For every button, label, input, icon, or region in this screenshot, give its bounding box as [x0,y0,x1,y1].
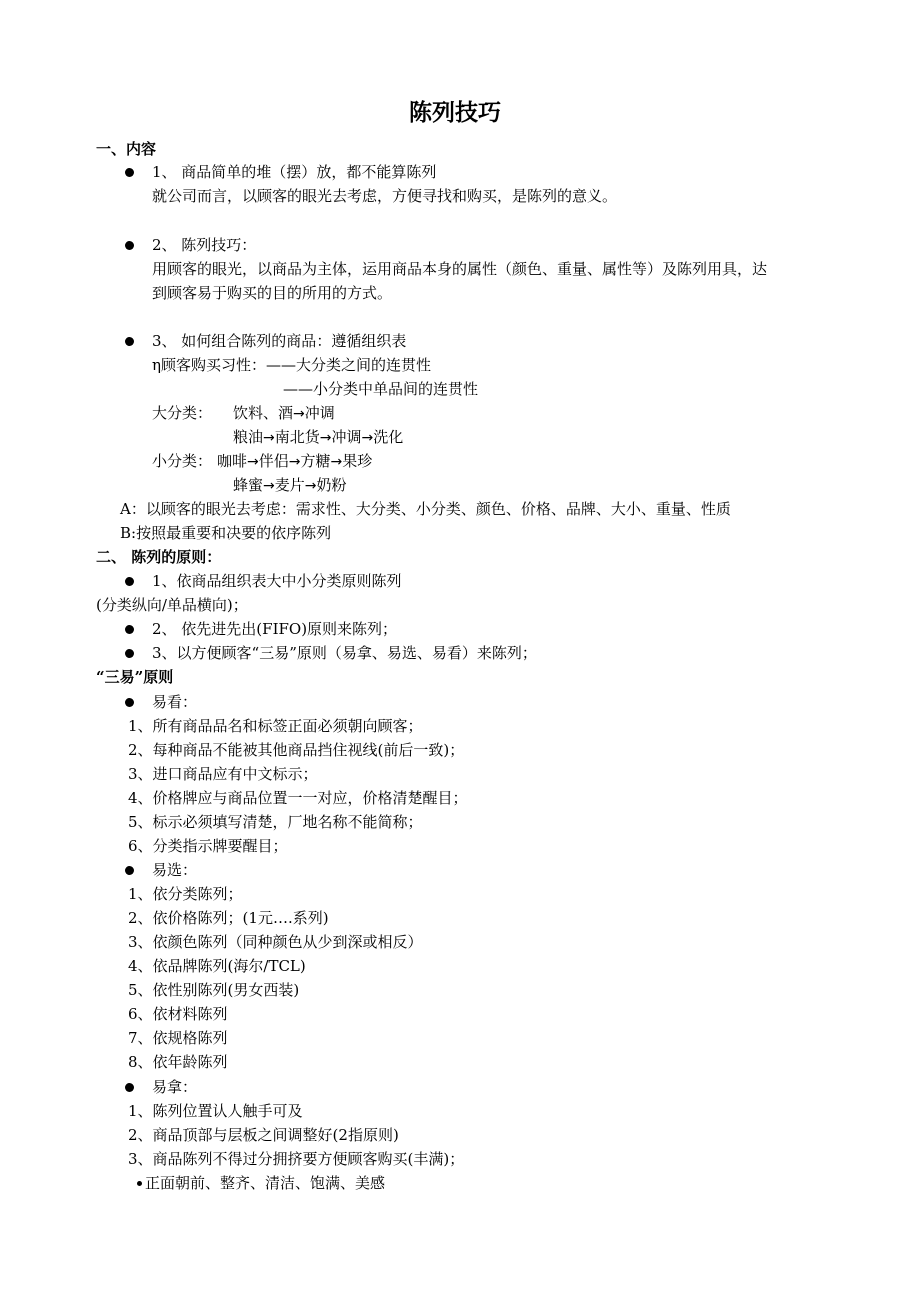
easy-see-item: 4、价格牌应与商品位置一一对应，价格清楚醒目； [128,789,468,807]
item1-label: 1、 商品简单的堆（摆）放，都不能算陈列 [152,163,437,181]
easy-take-item: 3、商品陈列不得过分拥挤要方便顾客购买(丰满)； [128,1150,465,1168]
principle-1-note: (分类纵向/单品横向)； [96,596,248,614]
principle-3: 3、以方便顾客“三易”原则（易拿、易选、易看）来陈列； [152,644,537,662]
easy-choose-item: 1、依分类陈列； [128,885,243,903]
easy-take-item: 1、陈列位置认人触手可及 [128,1102,303,1120]
bullet-dot-icon [125,168,134,177]
easy-choose-item: 6、依材料陈列 [128,1005,228,1023]
arrow-right-icon: → [263,478,275,494]
easy-take-label: 易拿： [152,1078,198,1096]
big-category-chain-1: 饮料、酒→冲调 [233,404,335,422]
bullet-dot-icon [125,241,134,250]
easy-see-item: 2、每种商品不能被其他商品挡住视线(前后一致)； [128,741,465,759]
easy-choose-item: 4、依品牌陈列(海尔/TCL) [128,957,306,975]
easy-choose-label: 易选： [152,861,198,879]
section-heading-content: 一、内容 [96,140,157,158]
section-heading-principles: 二、 陈列的原则： [96,548,222,566]
easy-choose-item: 2、依价格陈列；(1元….系列) [128,909,329,927]
easy-take-item: 2、商品顶部与层板之间调整好(2指原则) [128,1126,399,1144]
arrow-right-icon: → [293,406,305,422]
easy-take-summary: 正面朝前、整齐、清洁、饱满、美感 [145,1174,386,1192]
easy-choose-item: 7、依规格陈列 [128,1029,228,1047]
habit-line1: η顾客购买习性：——大分类之间的连贯性 [152,356,431,374]
easy-see-item: 5、标示必须填写清楚，厂地名称不能简称； [128,813,423,831]
easy-see-label: 易看： [152,693,198,711]
item3-label: 3、 如何组合陈列的商品：遵循组织表 [152,332,407,350]
easy-see-item: 1、所有商品品名和标签正面必须朝向顾客； [128,717,423,735]
habit-line2: ——小分类中单品间的连贯性 [283,380,479,398]
small-category-label: 小分类： [152,452,213,470]
principle-2: 2、 依先进先出(FIFO)原则来陈列； [152,620,398,638]
arrow-right-icon: → [263,430,275,446]
easy-see-item: 6、分类指示牌要醒目； [128,837,288,855]
bullet-dot-icon [125,866,134,875]
bullet-dot-icon [125,625,134,634]
note-b: B:按照最重要和决要的依序陈列 [120,524,332,542]
arrow-right-icon: → [247,454,259,470]
item2-desc-line2: 到顾客易于购买的目的所用的方式。 [152,284,393,302]
principle-1: 1、依商品组织表大中小分类原则陈列 [152,572,402,590]
item2-desc-line1: 用顾客的眼光，以商品为主体，运用商品本身的属性（颜色、重量、属性等）及陈列用具，达 [152,260,768,278]
small-category-chain-2: 蜂蜜→麦片→奶粉 [233,476,347,494]
note-a: A：以顾客的眼光去考虑：需求性、大分类、小分类、颜色、价格、品牌、大小、重量、性质 [120,500,731,518]
small-bullet-icon [137,1181,142,1186]
bullet-dot-icon [125,649,134,658]
easy-choose-item: 3、依颜色陈列（同种颜色从少到深或相反） [128,933,423,951]
bullet-dot-icon [125,337,134,346]
arrow-right-icon: → [288,454,301,470]
item2-label: 2、 陈列技巧： [152,236,257,254]
big-category-chain-2: 粮油→南北货→冲调→洗化 [233,428,404,446]
easy-choose-item: 8、依年龄陈列 [128,1053,228,1071]
arrow-right-icon: → [330,454,343,470]
arrow-right-icon: → [304,478,317,494]
arrow-right-icon: → [361,430,374,446]
small-category-chain-1: 咖啡→伴侣→方糖→果珍 [217,452,373,470]
easy-choose-item: 5、依性别陈列(男女西装) [128,981,300,999]
bullet-dot-icon [125,698,134,707]
item1-desc: 就公司而言，以顾客的眼光去考虑，方便寻找和购买，是陈列的意义。 [152,187,618,205]
easy-see-item: 3、进口商品应有中文标示； [128,765,318,783]
big-category-label: 大分类： [152,404,213,422]
bullet-dot-icon [125,1083,134,1092]
section-heading-three-ease: “三易”原则 [96,668,174,686]
arrow-right-icon: → [319,430,332,446]
page-title: 陈列技巧 [409,99,501,126]
bullet-dot-icon [125,577,134,586]
